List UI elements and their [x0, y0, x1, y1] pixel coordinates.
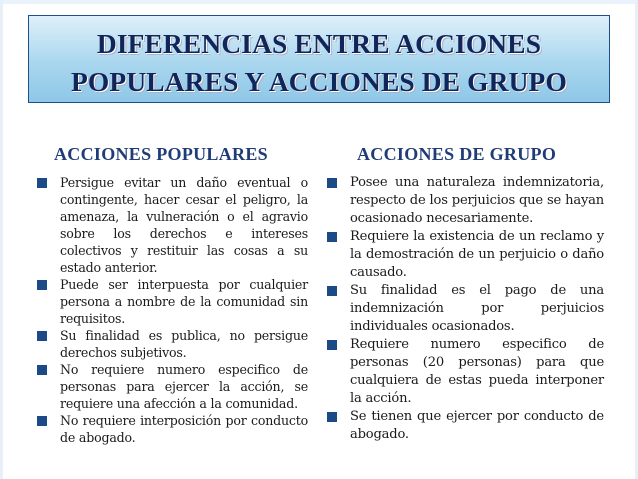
list-item [36, 412, 308, 446]
list-item-text: Puede ser interpuesta por cualquier persona a nombre de la comunidad sin requisitos. [60, 277, 308, 326]
list-item-text: Su finalidad es el pago de una indemnización por perjuicios individuales ocasionados. [350, 283, 604, 334]
square-bullet-icon [326, 231, 339, 244]
title-line-2: POPULARES Y ACCIONES DE GRUPO [71, 66, 567, 97]
list-item [36, 276, 308, 327]
square-bullet-icon [36, 364, 49, 377]
square-bullet-icon [326, 411, 339, 424]
slide-title [0, 25, 638, 101]
list-item-text: Persigue evitar un daño eventual o contingente, hacer cesar el peligro, la amenaza, la vulneración o el agravio sobre los derechos e intereses colectivos y restituir las cosas a su estado anterior. [60, 175, 308, 275]
list-item [326, 408, 604, 444]
square-bullet-icon [36, 177, 49, 190]
slide-top-edge [0, 0, 638, 4]
title-line-1: DIFERENCIAS ENTRE ACCIONES [96, 28, 542, 59]
acciones-populares-heading: ACCIONES POPULARES [54, 144, 268, 164]
square-bullet-icon [326, 285, 339, 298]
list-item [326, 282, 604, 336]
list-item-text: Posee una naturaleza indemnizatoria, respecto de los perjuicios que se hayan ocasionado necesariamente. [350, 175, 604, 226]
list-item [36, 327, 308, 361]
square-bullet-icon [326, 177, 339, 190]
list-item-text: Requiere la existencia de un reclamo y la demostración de un perjuicio o daño causado. [350, 229, 604, 280]
list-item [326, 228, 604, 282]
acciones-de-grupo-list [326, 174, 604, 444]
list-item-text: No requiere numero especifico de personas para ejercer la acción, se requiere una afección a la comunidad. [60, 362, 308, 411]
list-item-text: Su finalidad es publica, no persigue derechos subjetivos. [60, 328, 308, 360]
list-item-text: Se tienen que ejercer por conducto de abogado. [350, 409, 604, 442]
list-item [36, 174, 308, 276]
square-bullet-icon [36, 330, 49, 343]
list-item-text: No requiere interposición por conducto de abogado. [60, 413, 308, 445]
acciones-populares-list [36, 174, 308, 446]
acciones-de-grupo-heading: ACCIONES DE GRUPO [357, 144, 557, 164]
list-item-text: Requiere numero especifico de personas (20 personas) para que cualquiera de estas pueda interponer la acción. [350, 337, 604, 406]
square-bullet-icon [36, 279, 49, 292]
list-item [36, 361, 308, 412]
list-item [326, 336, 604, 408]
square-bullet-icon [326, 339, 339, 352]
square-bullet-icon [36, 415, 49, 428]
list-item [326, 174, 604, 228]
